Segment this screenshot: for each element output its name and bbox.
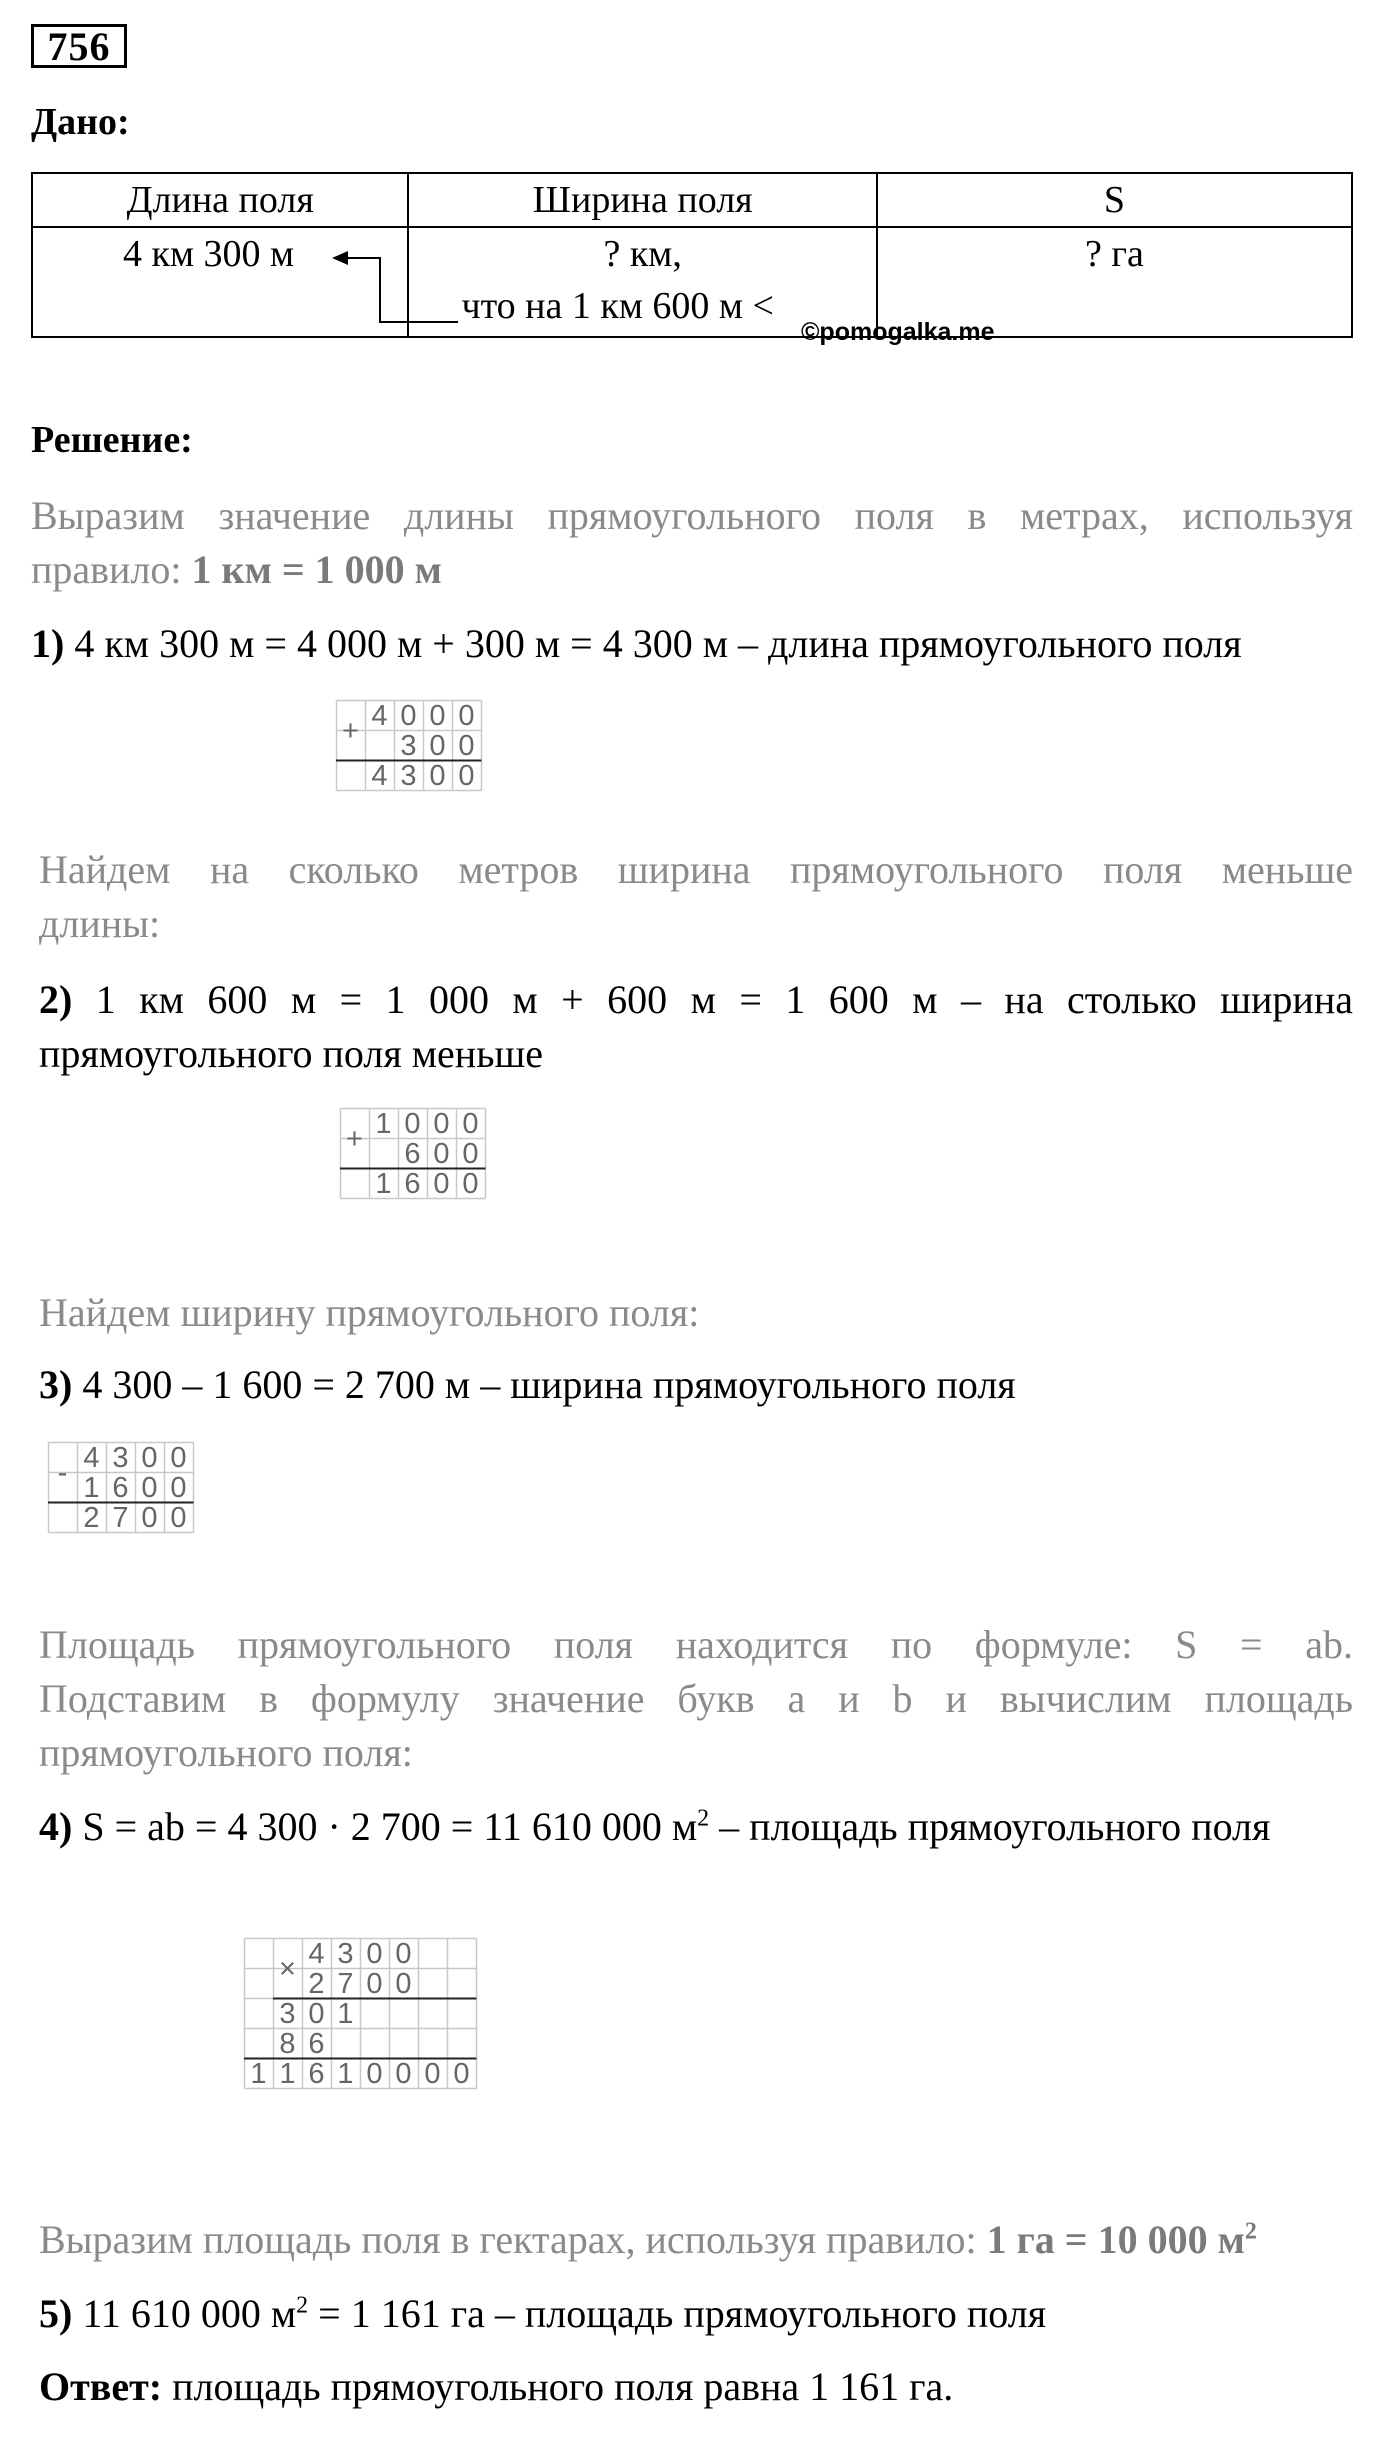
digit: 0 [433, 1138, 450, 1170]
digit: 0 [433, 1168, 450, 1200]
note4-line3: прямоугольного поля: [39, 1730, 413, 1775]
watermark: ©pomogalka.me [801, 318, 995, 346]
digit: 0 [395, 2058, 412, 2090]
digit: 2 [308, 1968, 325, 2000]
addition-grid-2 [340, 1108, 570, 1248]
operator-sign: × [279, 1953, 296, 1985]
answer-label: Ответ: [39, 2364, 163, 2409]
digit: 0 [366, 2058, 383, 2090]
step5-text-after: = 1 161 га – площадь прямоугольного поля [308, 2291, 1047, 2336]
digit: 0 [433, 1108, 450, 1140]
digit: 0 [462, 1168, 479, 1200]
width-value-line1: ? км, [603, 233, 682, 275]
digit: 3 [337, 1938, 354, 1970]
step3-text: 4 300 – 1 600 = 2 700 м – ширина прямоугольного поля [72, 1362, 1016, 1407]
given-label: Дано: [31, 101, 130, 143]
digit: 0 [458, 760, 475, 792]
step5-number: 5) [39, 2291, 73, 2336]
digit: 0 [429, 700, 446, 732]
step1-text: 4 км 300 м = 4 000 м + 300 м = 4 300 м – длина прямоугольного поля [64, 621, 1242, 666]
answer-text: площадь прямоугольного поля равна 1 161 га. [162, 2364, 954, 2409]
step3-number: 3) [39, 1362, 73, 1407]
digit: 0 [429, 760, 446, 792]
digit: 0 [424, 2058, 441, 2090]
digit: 3 [279, 1998, 296, 2030]
header-width: Ширина поля [408, 173, 876, 227]
note2-line2: длины: [39, 901, 161, 946]
operator-sign: - [57, 1457, 68, 1489]
digit: 1 [250, 2058, 267, 2090]
digit: 0 [429, 730, 446, 762]
digit: 0 [141, 1442, 158, 1474]
digit: 8 [279, 2028, 296, 2060]
operator-sign: + [346, 1123, 363, 1155]
step4-text: S = ab = 4 300 · 2 700 = 11 610 000 м [72, 1804, 698, 1849]
note5 [39, 2213, 1257, 2267]
step2-text: 1 км 600 м = 1 000 м + 600 м = 1 600 м – на столько ширина [72, 977, 1353, 1022]
intro-line2 [31, 543, 442, 597]
digit: 3 [112, 1442, 129, 1474]
digit: 3 [400, 730, 417, 762]
digit: 1 [337, 2058, 354, 2090]
width-value-line2: что на 1 км 600 м < [461, 285, 774, 327]
digit: 1 [83, 1472, 100, 1504]
digit: 1 [375, 1168, 392, 1200]
step4-text-after: – площадь прямоугольного поля [709, 1804, 1271, 1849]
step2-number: 2) [39, 977, 73, 1022]
note5-sup: 2 [1244, 2218, 1257, 2245]
digit: 6 [404, 1138, 421, 1170]
digit: 0 [170, 1472, 187, 1504]
header-length: Длина поля [32, 173, 408, 227]
digit: 0 [366, 1938, 383, 1970]
step4-number: 4) [39, 1804, 73, 1849]
digit: 0 [458, 730, 475, 762]
solution-label: Решение: [31, 419, 193, 461]
digit: 0 [141, 1502, 158, 1534]
digit: 0 [141, 1472, 158, 1504]
answer [39, 2360, 953, 2414]
intro-line1: Выразим значение длины прямоугольного поля в метрах, используя [31, 493, 1353, 538]
header-area: S [877, 173, 1352, 227]
step4 [39, 1800, 1270, 1854]
step5-sup: 2 [296, 2292, 309, 2319]
digit: 0 [395, 1938, 412, 1970]
digit: 6 [308, 2058, 325, 2090]
digit: 4 [308, 1938, 325, 1970]
note5-rule: 1 га = 10 000 м [986, 2217, 1245, 2262]
digit: 1 [279, 2058, 296, 2090]
digit: 2 [83, 1502, 100, 1534]
digit: 1 [375, 1108, 392, 1140]
digit: 6 [404, 1168, 421, 1200]
note4-line1: Площадь прямоугольного поля находится по формуле: S = ab. [39, 1622, 1353, 1667]
multiplication-grid [244, 1938, 624, 2178]
addition-grid-1 [336, 700, 566, 840]
digit: 6 [112, 1472, 129, 1504]
digit: 0 [308, 1998, 325, 2030]
comparison-arrow [0, 0, 1400, 400]
step5-text: 11 610 000 м [72, 2291, 297, 2336]
digit: 0 [458, 700, 475, 732]
digit: 0 [462, 1138, 479, 1170]
digit: 1 [337, 1998, 354, 2030]
note2-line1: Найдем на сколько метров ширина прямоугольного поля меньше [39, 847, 1353, 892]
step2-line2: прямоугольного поля меньше [39, 1031, 544, 1076]
digit: 7 [112, 1502, 129, 1534]
digit: 0 [404, 1108, 421, 1140]
intro-rule: 1 км = 1 000 м [191, 547, 442, 592]
digit: 0 [366, 1968, 383, 2000]
digit: 0 [400, 700, 417, 732]
problem-number: 756 [31, 24, 127, 68]
digit: 4 [371, 700, 388, 732]
digit: 3 [400, 760, 417, 792]
step5 [39, 2287, 1046, 2341]
digit: 4 [83, 1442, 100, 1474]
digit: 0 [453, 2058, 470, 2090]
length-value: 4 км 300 м [123, 233, 295, 275]
step3 [39, 1358, 1016, 1412]
digit: 6 [308, 2028, 325, 2060]
note4-line2: Подставим в формулу значение букв a и b и вычислим площадь [39, 1676, 1353, 1721]
note5-text: Выразим площадь поля в гектарах, используя правило: [39, 2217, 987, 2262]
digit: 0 [170, 1442, 187, 1474]
subtraction-grid [48, 1442, 278, 1582]
digit: 0 [395, 1968, 412, 2000]
step1 [31, 617, 1242, 671]
note3: Найдем ширину прямоугольного поля: [39, 1290, 700, 1335]
cell-area: ? га [877, 227, 1352, 337]
operator-sign: + [342, 715, 359, 747]
digit: 4 [371, 760, 388, 792]
intro-prefix: правило: [31, 547, 192, 592]
step1-number: 1) [31, 621, 65, 666]
digit: 0 [462, 1108, 479, 1140]
digit: 7 [337, 1968, 354, 2000]
step4-sup: 2 [697, 1805, 710, 1832]
step2-line1 [39, 973, 1353, 1027]
digit: 0 [170, 1502, 187, 1534]
